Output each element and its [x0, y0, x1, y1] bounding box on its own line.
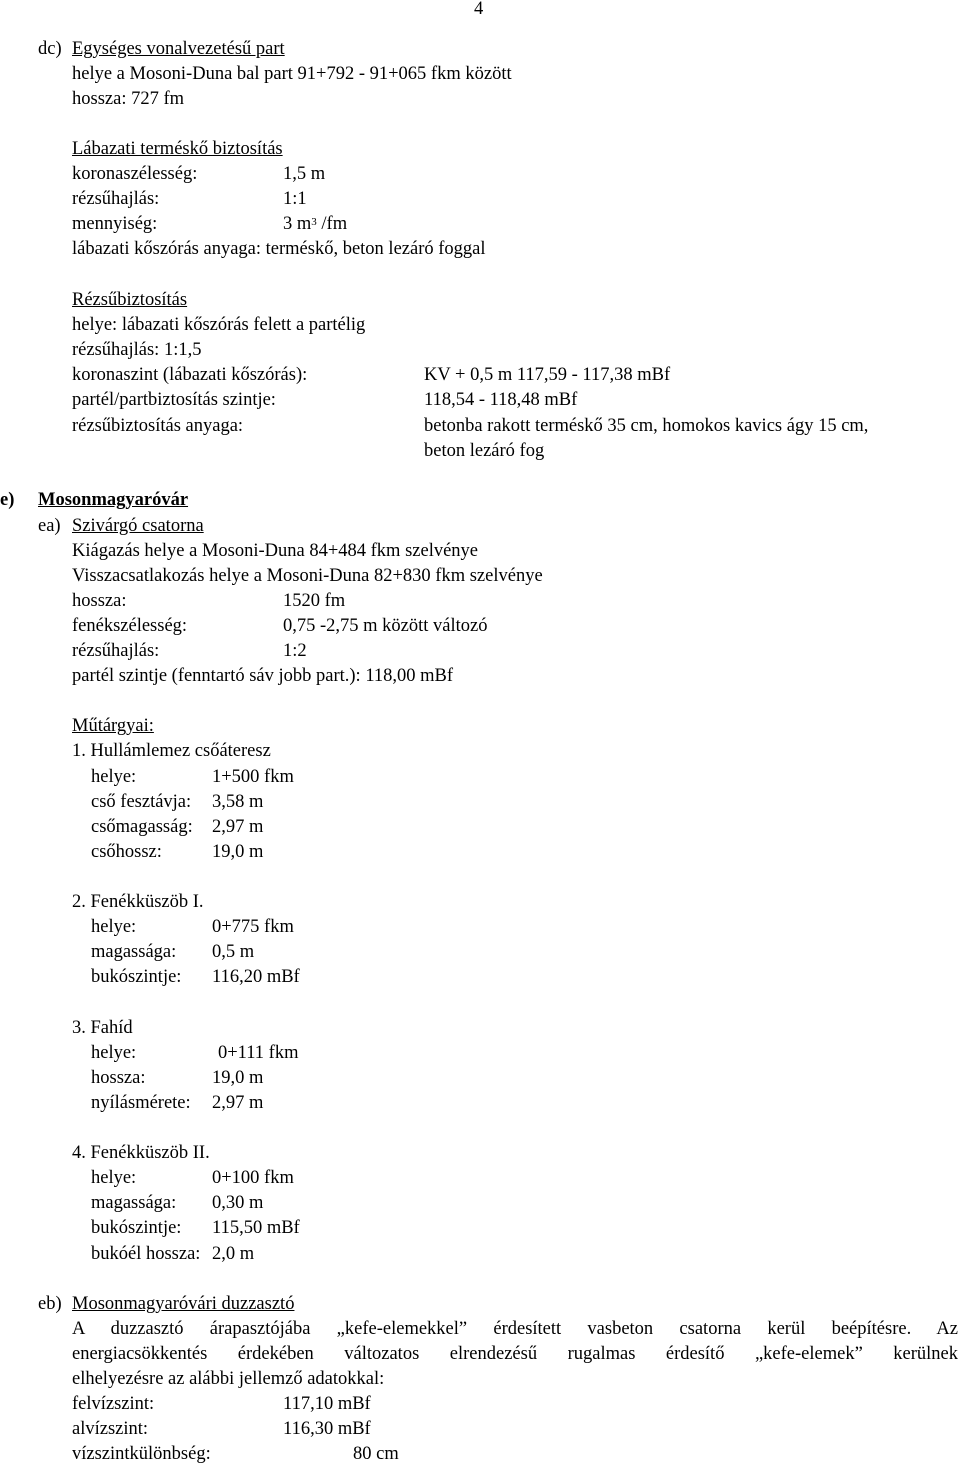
eb-paragraph-line: A duzzasztó árapasztójába „kefe-elemekkel” érdesített vasbeton csatorna kerül beépítésre. Az — [72, 1319, 958, 1339]
page-number: 4 — [474, 0, 484, 19]
structure-value: 2,97 m — [212, 817, 264, 837]
structure-title: 3. Fahíd — [72, 1018, 133, 1038]
rezsu-line: helye: lábazati kőszórás felett a partélig — [72, 315, 366, 335]
labazati-row-value: 1:1 — [283, 189, 307, 209]
section-e-title: Mosonmagyaróvár — [38, 490, 189, 510]
structure-value: 19,0 m — [212, 1068, 264, 1088]
mutargyai-title: Műtárgyai: — [72, 716, 154, 736]
structure-title: 4. Fenékküszöb II. — [72, 1143, 210, 1163]
structure-key: csőhossz: — [91, 842, 162, 862]
structure-key: helye: — [91, 1043, 137, 1063]
section-dc-title: Egységes vonalvezetésű part — [72, 39, 285, 59]
structure-key: nyílásmérete: — [91, 1093, 191, 1113]
structure-value: 2,0 m — [212, 1244, 255, 1264]
eb-paragraph-line: elhelyezésre az alábbi jellemző adatokkal: — [72, 1369, 385, 1389]
labazati-row-value: 1,5 m — [283, 164, 326, 184]
structure-key: bukószintje: — [91, 1218, 182, 1238]
structure-value: 2,97 m — [212, 1093, 264, 1113]
ea-line: Kiágazás helye a Mosoni-Duna 84+484 fkm szelvénye — [72, 541, 479, 561]
dc-location-line: helye a Mosoni-Duna bal part 91+792 - 91+065 fkm között — [72, 64, 512, 84]
ea-row-value: 1:2 — [283, 641, 307, 661]
structure-key: bukószintje: — [91, 967, 182, 987]
labazati-row-key: mennyiség: — [72, 214, 158, 234]
ea-row-value: 1520 fm — [283, 591, 346, 611]
structure-value: 0,30 m — [212, 1193, 264, 1213]
labazati-row-value: 3 $m^3$ /fm — [283, 214, 348, 234]
rezsu-row-key: koronaszint (lábazati kőszórás): — [72, 365, 308, 385]
structure-key: helye: — [91, 767, 137, 787]
structure-value: 3,58 m — [212, 792, 264, 812]
structure-value: 19,0 m — [212, 842, 264, 862]
structure-value: 115,50 mBf — [212, 1218, 300, 1238]
structure-value: 0,5 m — [212, 942, 255, 962]
eb-row-key: alvízszint: — [72, 1419, 149, 1439]
ea-line: Visszacsatlakozás helye a Mosoni-Duna 82+830 fkm szelvénye — [72, 566, 543, 586]
structure-key: magassága: — [91, 942, 177, 962]
labazati-anyag: lábazati kőszórás anyaga: terméskő, beton lezáró foggal — [72, 239, 486, 259]
rezsu-line: rézsűhajlás: 1:1,5 — [72, 340, 202, 360]
ea-row-value: 0,75 -2,75 m között változó — [283, 616, 488, 636]
structure-key: helye: — [91, 917, 137, 937]
section-eb-title: Mosonmagyaróvári duzzasztó — [72, 1294, 295, 1314]
rezsu-row-key: rézsűbiztosítás anyaga: — [72, 416, 244, 436]
structure-key: helye: — [91, 1168, 137, 1188]
structure-value: 1+500 fkm — [212, 767, 294, 787]
eb-row-value: 117,10 mBf — [283, 1394, 371, 1414]
structure-key: hossza: — [91, 1068, 146, 1088]
ea-row-key: hossza: — [72, 591, 127, 611]
section-ea-title: Szivárgó csatorna — [72, 516, 204, 536]
section-eb-label: eb) — [38, 1294, 62, 1314]
rezsu-row-value-cont: beton lezáró fog — [424, 441, 545, 461]
structure-title: 1. Hullámlemez csőáteresz — [72, 741, 271, 761]
structure-value: 116,20 mBf — [212, 967, 300, 987]
ea-row-key: fenékszélesség: — [72, 616, 188, 636]
ea-partel: partél szintje (fenntartó sáv jobb part.): 118,00 mBf — [72, 666, 454, 686]
eb-row-value: 116,30 mBf — [283, 1419, 371, 1439]
eb-row-value: 80 cm — [353, 1444, 399, 1464]
structure-value: 0+775 fkm — [212, 917, 294, 937]
labazati-title: Lábazati terméskő biztosítás — [72, 139, 283, 159]
rezsu-row-value: betonba rakott terméskő 35 cm, homokos kavics ágy 15 cm, — [424, 416, 869, 436]
rezsu-title: Rézsűbiztosítás — [72, 290, 188, 310]
ea-row-key: rézsűhajlás: — [72, 641, 160, 661]
section-e-label: e) — [0, 490, 15, 510]
dc-length-line: hossza: 727 fm — [72, 89, 185, 109]
section-dc-label: dc) — [38, 39, 62, 59]
eb-paragraph-line: energiacsökkentés érdekében változatos elrendezésű rugalmas érdesítő „kefe-elemek” kerülnek — [72, 1344, 958, 1364]
structure-key: bukóél hossza: — [91, 1244, 201, 1264]
rezsu-row-key: partél/partbiztosítás szintje: — [72, 390, 276, 410]
rezsu-row-value: 118,54 - 118,48 mBf — [424, 390, 578, 410]
structure-value: 0+111 fkm — [218, 1043, 299, 1063]
labazati-row-key: koronaszélesség: — [72, 164, 198, 184]
structure-title: 2. Fenékküszöb I. — [72, 892, 204, 912]
structure-key: magassága: — [91, 1193, 177, 1213]
structure-key: csőmagasság: — [91, 817, 193, 837]
labazati-row-key: rézsűhajlás: — [72, 189, 160, 209]
section-ea-label: ea) — [38, 516, 61, 536]
structure-value: 0+100 fkm — [212, 1168, 294, 1188]
structure-key: cső fesztávja: — [91, 792, 192, 812]
eb-row-key: vízszintkülönbség: — [72, 1444, 211, 1464]
rezsu-row-value: KV + 0,5 m 117,59 - 117,38 mBf — [424, 365, 671, 385]
eb-row-key: felvízszint: — [72, 1394, 155, 1414]
